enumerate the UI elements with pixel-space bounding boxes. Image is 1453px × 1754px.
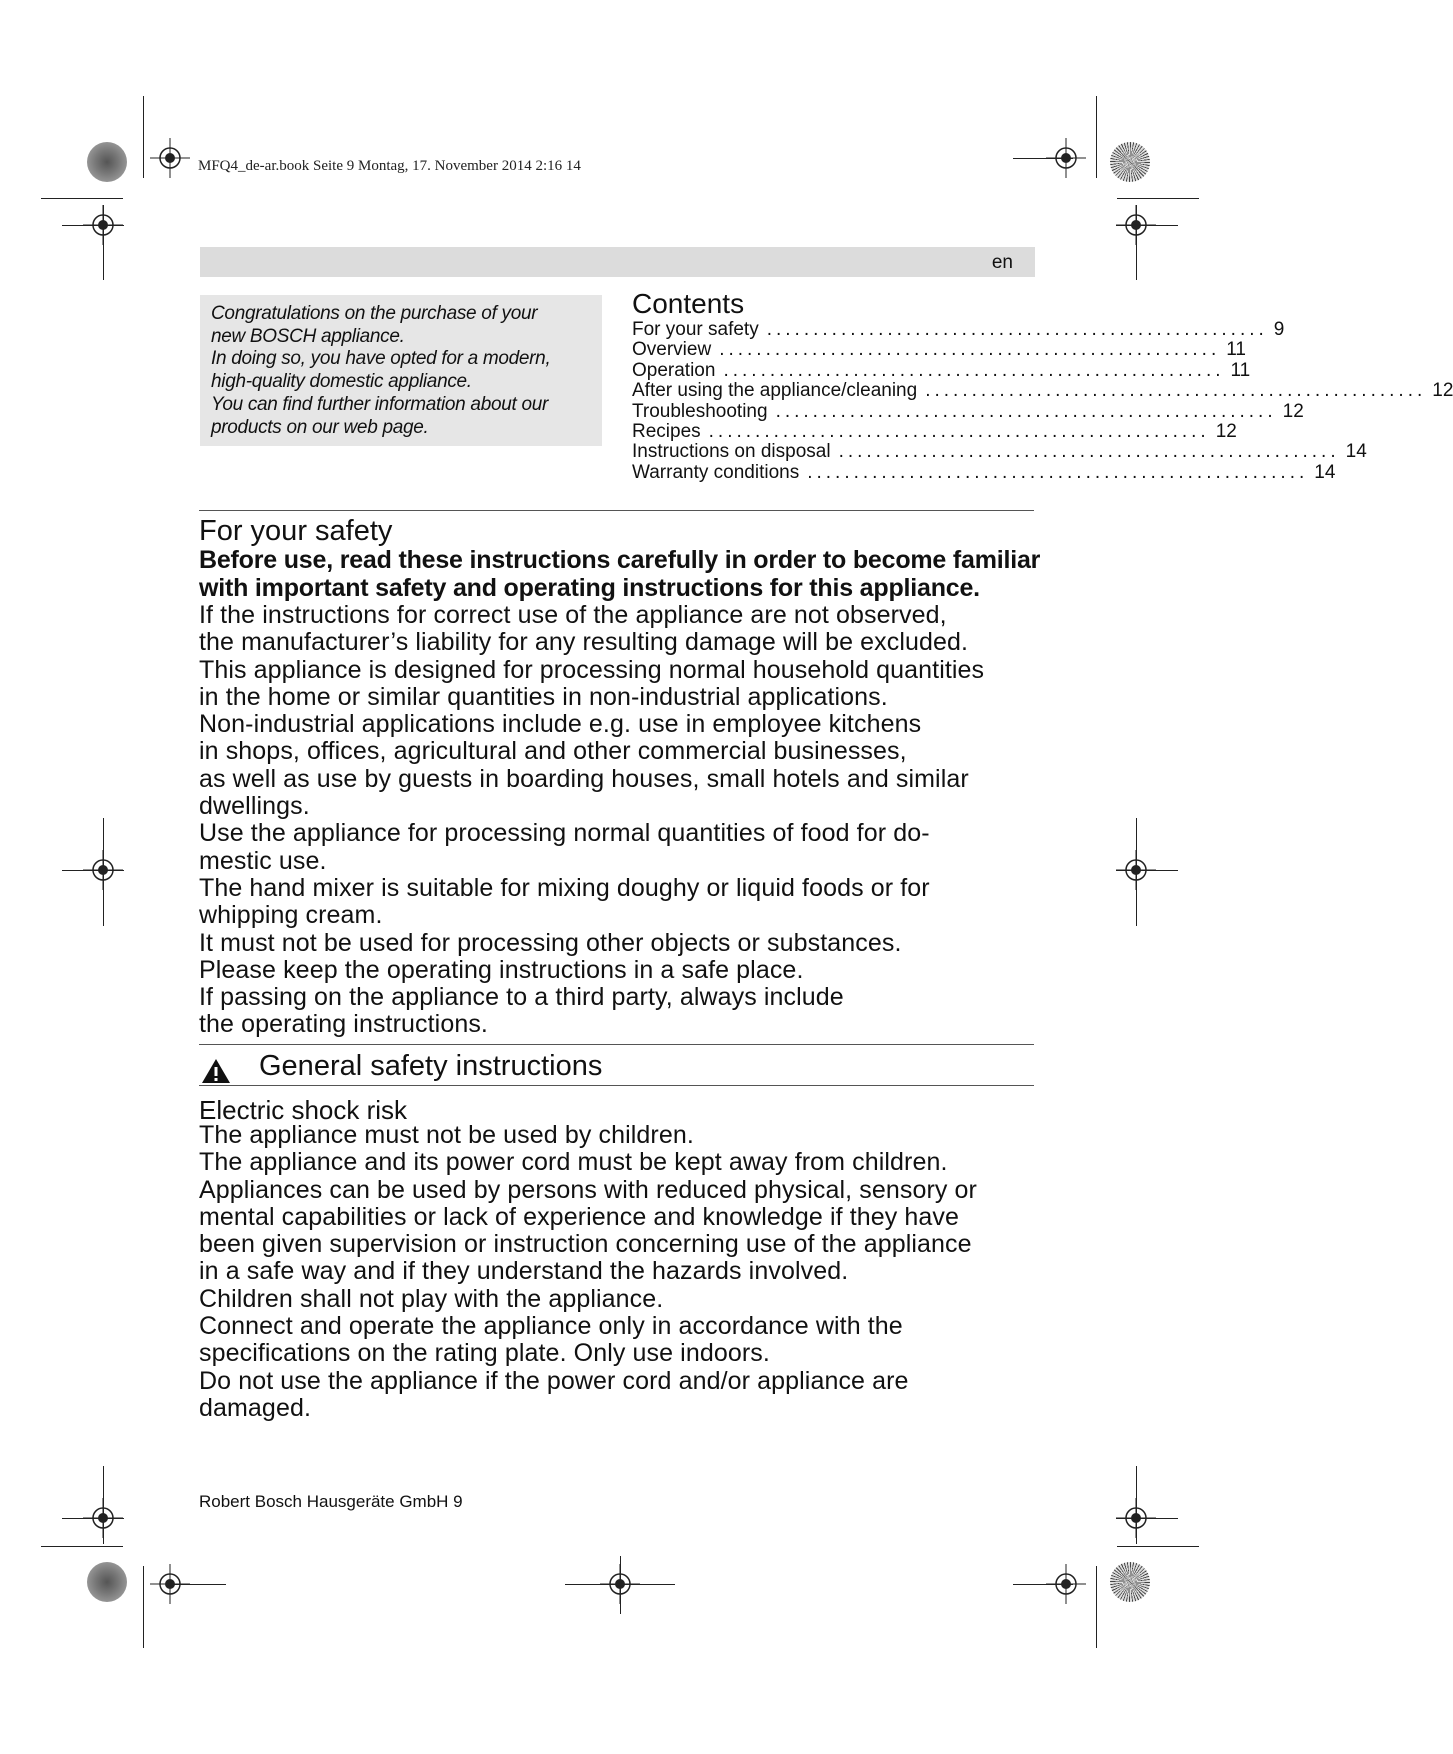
toc-item[interactable]	[632, 400, 1304, 422]
text-line: the operating instructions.	[199, 1010, 488, 1039]
toc-label: Troubleshooting	[632, 400, 768, 422]
crop-line	[103, 205, 104, 280]
text-line: the manufacturer’s liability for any resulting damage will be excluded.	[199, 628, 969, 657]
text-line: This appliance is designed for processing normal household quantities	[199, 655, 985, 684]
intro-line: In doing so, you have opted for a modern,	[211, 348, 551, 370]
crop-line	[1136, 818, 1137, 926]
text-line: in the home or similar quantities in non-industrial applications.	[199, 682, 888, 711]
toc-leader: ......................................................	[766, 319, 1268, 340]
text-line: The appliance and its power cord must be kept away from children.	[199, 1148, 948, 1177]
toc-item[interactable]	[632, 461, 1336, 483]
toc-page: 14	[1314, 461, 1336, 483]
bold-line: Before use, read these instructions carefully in order to become familiar	[199, 546, 1041, 574]
crop-line	[1096, 96, 1097, 178]
toc-page: 11	[1226, 339, 1246, 361]
crop-line	[143, 1566, 144, 1648]
crop-line	[1116, 225, 1178, 226]
text-line: Non-industrial applications include e.g. use in employee kitchens	[199, 710, 922, 739]
crop-line	[143, 96, 144, 178]
toc-item[interactable]	[632, 339, 1246, 361]
text-line: If passing on the appliance to a third party, always include	[199, 983, 844, 1012]
table-of-contents	[632, 319, 1453, 483]
toc-label: Instructions on disposal	[632, 441, 831, 463]
toc-leader: ......................................................	[708, 420, 1210, 442]
subsection-title: Electric shock risk	[199, 1095, 408, 1125]
toc-leader: ......................................................	[807, 461, 1309, 483]
toc-item[interactable]	[632, 441, 1367, 463]
color-rosette-icon	[87, 142, 127, 182]
toc-page: 12	[1432, 380, 1453, 402]
intro-line: high-quality domestic appliance.	[211, 371, 472, 393]
print-header: MFQ4_de-ar.book Seite 9 Montag, 17. November 2014 2:16 14	[198, 158, 581, 174]
safety-bold-intro	[199, 547, 1079, 602]
warning-icon	[200, 1057, 232, 1085]
text-line: It must not be used for processing other objects or substances.	[199, 928, 902, 957]
text-line: Use the appliance for processing normal quantities of food for do-	[199, 819, 930, 848]
toc-label: After using the appliance/cleaning	[632, 380, 918, 402]
crop-line	[1117, 198, 1199, 199]
language-tab: en	[991, 252, 1013, 273]
toc-page: 11	[1230, 359, 1251, 381]
intro-line: products on our web page.	[211, 416, 429, 438]
toc-leader: ......................................................	[925, 380, 1427, 402]
crop-line	[1013, 1584, 1073, 1585]
toc-item[interactable]	[632, 359, 1251, 381]
text-line: as well as use by guests in boarding houses, small hotels and similar	[199, 764, 969, 793]
registration-mark-icon	[150, 138, 190, 178]
page-footer: Robert Bosch Hausgeräte GmbH 9	[199, 1492, 463, 1511]
safety-body	[199, 602, 984, 1039]
section-divider	[199, 1044, 1034, 1045]
color-rosette-icon	[87, 1562, 127, 1602]
toc-page: 12	[1215, 420, 1237, 442]
crop-line	[1136, 205, 1137, 280]
section-divider	[199, 1085, 1034, 1086]
crop-line	[170, 1584, 226, 1585]
section-title: General safety instructions	[259, 1050, 603, 1082]
toc-leader: ......................................................	[838, 441, 1340, 463]
text-line: damaged.	[199, 1393, 311, 1422]
toc-label: Warranty conditions	[632, 461, 800, 483]
intro-box	[200, 295, 602, 446]
toc-label: For your safety	[632, 319, 759, 340]
crop-line	[62, 225, 124, 226]
text-line: whipping cream.	[199, 901, 383, 930]
text-line: in a safe way and if they understand the hazards involved.	[199, 1257, 849, 1286]
text-line: Appliances can be used by persons with reduced physical, sensory or	[199, 1175, 977, 1204]
general-body	[199, 1122, 977, 1422]
crop-line	[1117, 1546, 1199, 1547]
text-line: mental capabilities or lack of experience and knowledge if they have	[199, 1202, 960, 1231]
crop-line	[103, 818, 104, 926]
text-line: dwellings.	[199, 792, 310, 821]
intro-line: new BOSCH appliance.	[211, 325, 405, 347]
crop-line	[62, 1518, 124, 1519]
toc-leader: ......................................................	[719, 339, 1221, 361]
color-rosette-icon	[1110, 1562, 1150, 1602]
toc-label: Overview	[632, 339, 712, 361]
language-bar	[200, 247, 1035, 277]
toc-leader: ......................................................	[723, 359, 1225, 381]
intro-line: You can find further information about our	[211, 393, 549, 415]
crop-line	[1116, 870, 1178, 871]
section-title: For your safety	[199, 515, 393, 547]
text-line: Connect and operate the appliance only in accordance with the	[199, 1312, 903, 1341]
crop-line	[41, 1546, 123, 1547]
toc-item[interactable]	[632, 319, 1285, 340]
text-line: If the instructions for correct use of the appliance are not observed,	[199, 601, 947, 629]
contents-title: Contents	[632, 288, 745, 319]
crop-line	[1136, 1466, 1137, 1544]
toc-page: 9	[1273, 319, 1285, 340]
bold-line: with important safety and operating instructions for this appliance.	[199, 573, 980, 602]
toc-item[interactable]	[632, 420, 1237, 442]
toc-label: Operation	[632, 359, 716, 381]
crop-line	[41, 198, 123, 199]
crop-line	[62, 870, 124, 871]
text-line: been given supervision or instruction concerning use of the appliance	[199, 1230, 972, 1259]
toc-label: Recipes	[632, 420, 701, 442]
crop-line	[1096, 1566, 1097, 1648]
toc-page: 14	[1345, 441, 1367, 463]
text-line: Do not use the appliance if the power cord and/or appliance are	[199, 1366, 909, 1395]
crop-line	[1013, 158, 1073, 159]
text-line: in shops, offices, agricultural and other commercial businesses,	[199, 737, 907, 766]
intro-line: Congratulations on the purchase of your	[211, 303, 538, 324]
text-line: Children shall not play with the appliance.	[199, 1284, 664, 1313]
text-line: specifications on the rating plate. Only use indoors.	[199, 1339, 770, 1368]
crop-line	[620, 1556, 621, 1614]
text-line: The hand mixer is suitable for mixing doughy or liquid foods or for	[199, 873, 930, 902]
text-line: Please keep the operating instructions in a safe place.	[199, 955, 804, 984]
crop-line	[1116, 1518, 1178, 1519]
toc-item[interactable]	[632, 380, 1453, 402]
section-divider	[199, 510, 1034, 511]
toc-leader: ......................................................	[775, 400, 1277, 422]
color-rosette-icon	[1110, 142, 1150, 182]
text-line: mestic use.	[199, 846, 327, 875]
crop-line	[103, 1466, 104, 1544]
text-line: The appliance must not be used by children.	[199, 1121, 694, 1149]
toc-page: 12	[1282, 400, 1304, 422]
